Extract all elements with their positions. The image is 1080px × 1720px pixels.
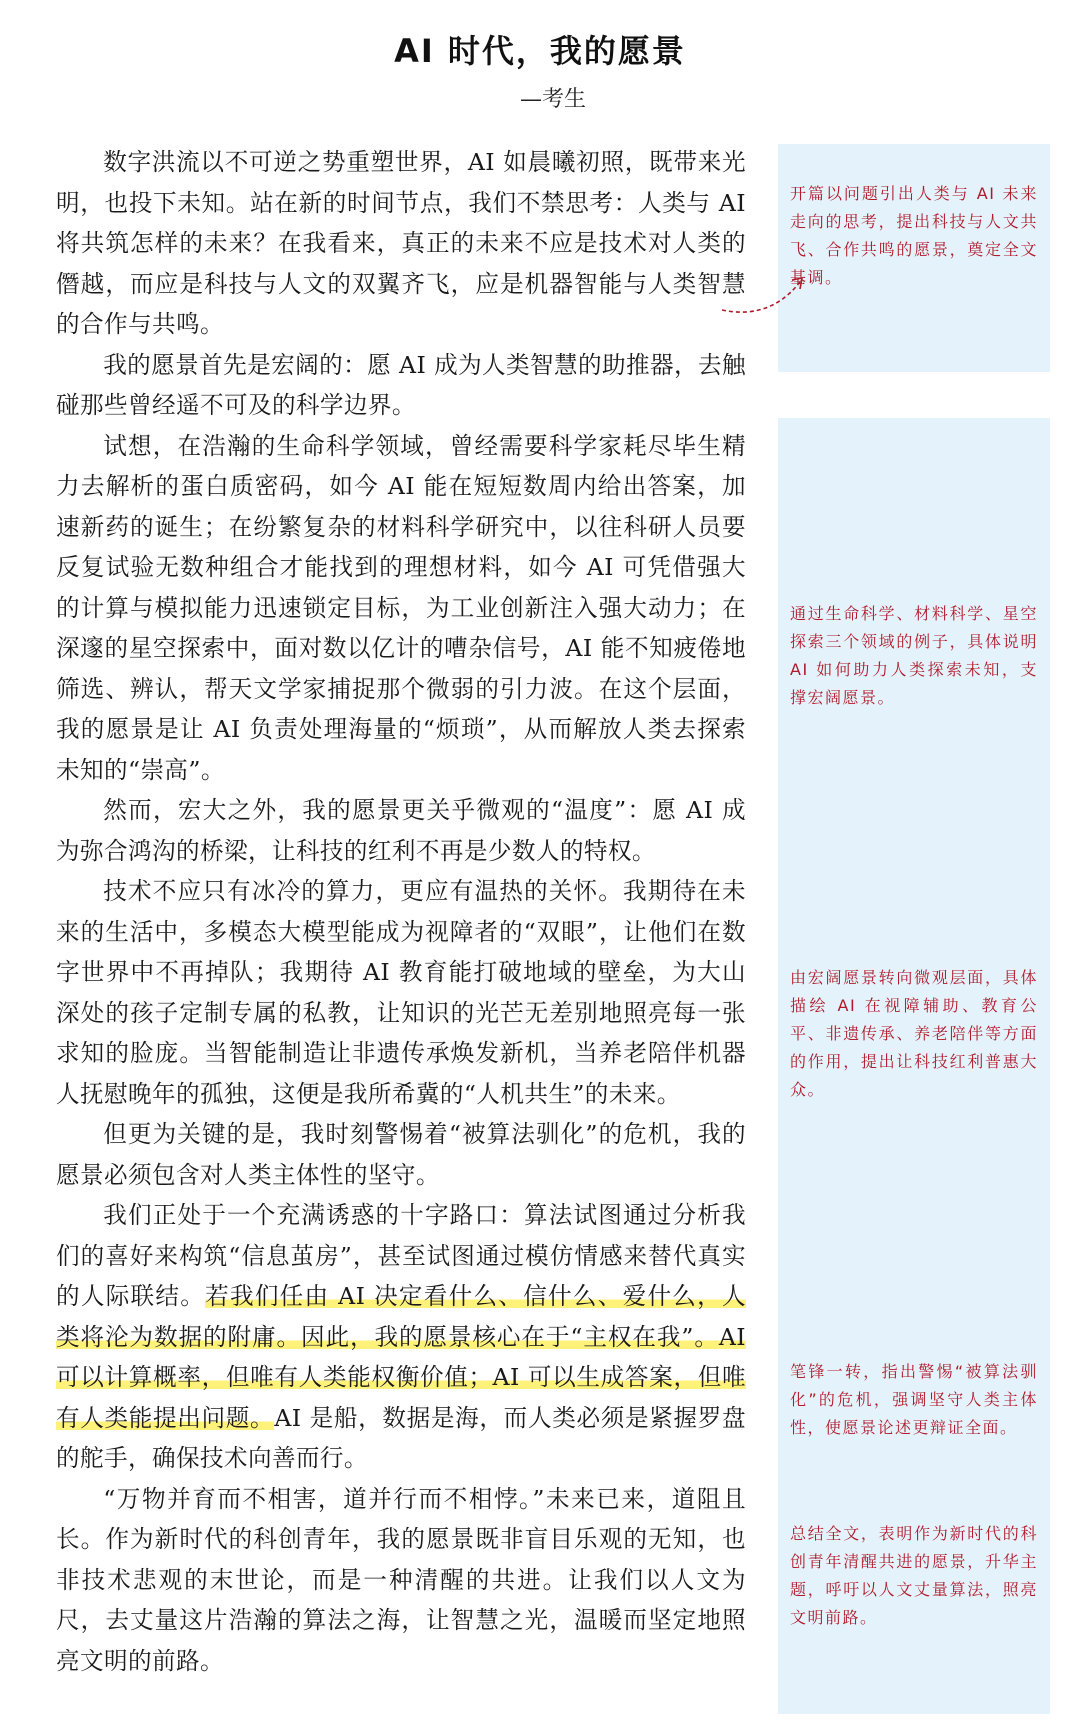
annotation-note: 由宏阔愿景转向微观层面，具体描绘 AI 在视障辅助、教育公平、非遗传承、养老陪伴等方面的作用，提出让科技红利普惠大众。	[790, 968, 1038, 1099]
paragraph-text: AI 是船，数据是海，而人类必须是紧握罗盘的舵手，确保技术向善而行。	[56, 1403, 746, 1472]
annotation-arrow-icon	[720, 272, 810, 322]
annotation-note: 通过生命科学、材料科学、星空探索三个领域的例子，具体说明 AI 如何助力人类探索未知，支撑宏阔愿景。	[790, 604, 1038, 707]
essay-author: —考生	[520, 87, 587, 112]
essay-title: AI 时代，我的愿景	[394, 32, 686, 70]
essay-paragraph: 然而，宏大之外，我的愿景更关乎微观的“温度”：愿 AI 成为弥合鸿沟的桥梁，让科技的红利不再是少数人的特权。	[56, 796, 746, 865]
annotation-note: 笔锋一转，指出警惕“被算法驯化”的危机，强调坚守人类主体性，使愿景论述更辩证全面。	[790, 1362, 1038, 1437]
essay-paragraph: 但更为关键的是，我时刻警惕着“被算法驯化”的危机，我的愿景必须包含对人类主体性的坚守。	[56, 1120, 746, 1189]
annotation-note: 总结全文，表明作为新时代的科创青年清醒共进的愿景，升华主题，呼吁以人文丈量算法，照亮文明前路。	[790, 1524, 1038, 1627]
essay-paragraph: “万物并育而不相害，道并行而不相悖。”未来已来，道阻且长。作为新时代的科创青年，我的愿景既非盲目乐观的无知，也非技术悲观的末世论，而是一种清醒的共进。让我们以人文为尺，去丈量这片浩瀚的算法之海，让智慧之光，温暖而坚定地照亮文明的前路。	[56, 1484, 746, 1675]
essay-paragraph: 试想，在浩瀚的生命科学领域，曾经需要科学家耗尽毕生精力去解析的蛋白质密码，如今 AI 能在短短数周内给出答案，加速新药的诞生；在纷繁复杂的材料科学研究中，以往科研人员要反复试验无数种组合才能找到的理想材料，如今 AI 可凭借强大的计算与模拟能力迅速锁定目标，为工业创新注入强大动力；在深邃的星空探索中，面对数以亿计的嘈杂信号，AI 能不知疲倦地筛选、辨认，帮天文学家捕捉那个微弱的引力波。在这个层面，我的愿景是让 AI 负责处理海量的“烦琐”，从而解放人类去探索未知的“崇高”。	[56, 431, 746, 784]
essay-paragraph: 技术不应只有冰冷的算力，更应有温热的关怀。我期待在未来的生活中，多模态大模型能成为视障者的“双眼”，让他们在数字世界中不再掉队；我期待 AI 教育能打破地域的壁垒，为大山深处的孩子定制专属的私教，让知识的光芒无差别地照亮每一张求知的脸庞。当智能制造让非遗传承焕发新机，当养老陪伴机器人抚慰晚年的孤独，这便是我所希冀的“人机共生”的未来。	[56, 877, 746, 1108]
highlighted-text: 若我们任由 AI 决定看什么、信什么、爱什么，人类将沦为数据的附庸。因此，我的愿景核心在于“主权在我”。AI 可以计算概率，但唯有人类能权衡价值；AI 可以生成答案，但唯有人类能提出问题。	[56, 1282, 746, 1432]
paragraph-text: 我们正处于一个充满诱惑的十字路口：算法试图通过分析我们的喜好来构筑“信息茧房”，甚至试图通过模仿情感来替代真实的人际联结。	[56, 1201, 746, 1310]
essay-body	[56, 142, 746, 1681]
annotation-note: 开篇以问题引出人类与 AI 未来走向的思考，提出科技与人文共飞、合作共鸣的愿景，奠定全文基调。	[790, 184, 1038, 287]
essay-paragraph	[56, 1195, 746, 1479]
essay-paragraph: 我的愿景首先是宏阔的：愿 AI 成为人类智慧的助推器，去触碰那些曾经遥不可及的科学边界。	[56, 350, 746, 419]
essay-paragraph: 数字洪流以不可逆之势重塑世界，AI 如晨曦初照，既带来光明，也投下未知。站在新的时间节点，我们不禁思考：人类与 AI 将共筑怎样的未来？在我看来，真正的未来不应是技术对人类的僭越，而应是科技与人文的双翼齐飞，应是机器智能与人类智慧的合作与共鸣。	[56, 148, 746, 338]
